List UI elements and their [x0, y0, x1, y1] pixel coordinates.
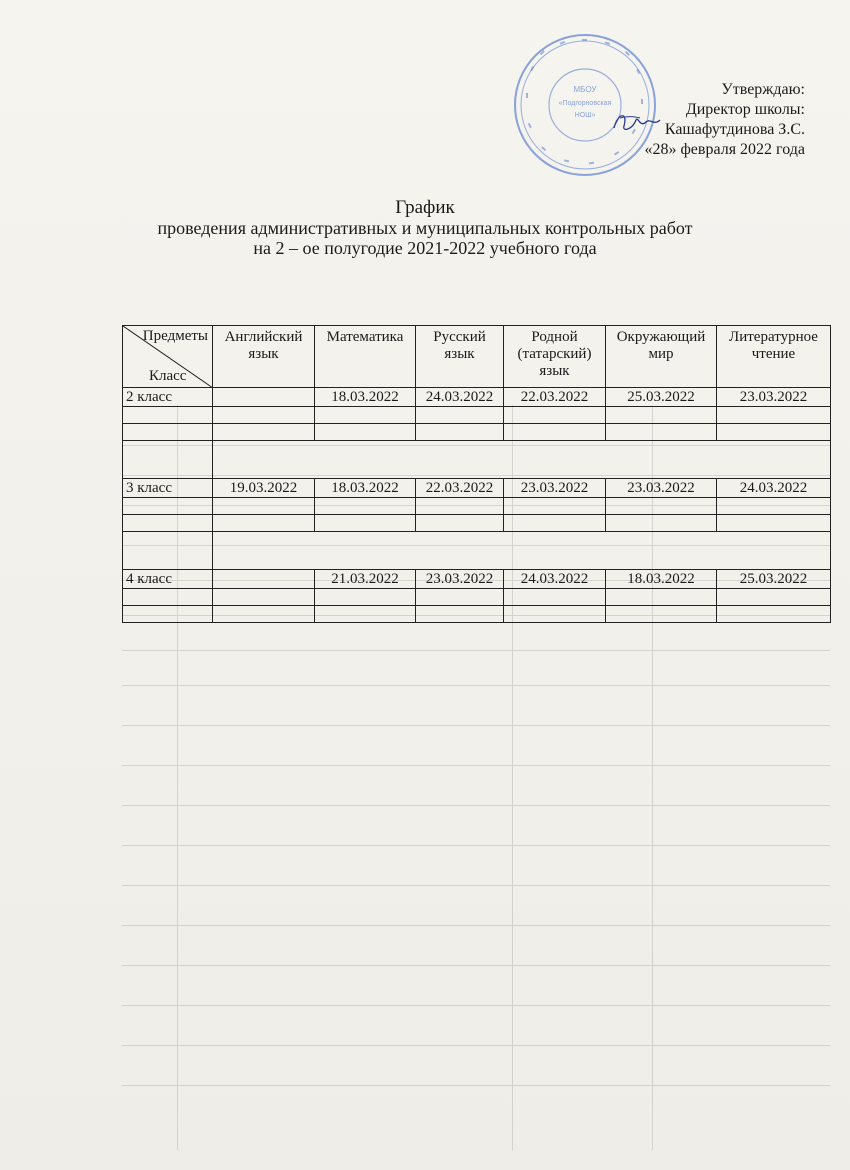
date-cell: 21.03.2022 [315, 570, 416, 589]
date-cell: 24.03.2022 [504, 570, 606, 589]
date-cell: 23.03.2022 [606, 479, 717, 498]
date-cell: 18.03.2022 [315, 479, 416, 498]
approval-line-2: Директор школы: [685, 101, 805, 118]
date-cell: 25.03.2022 [606, 388, 717, 407]
blank-row [123, 515, 831, 532]
class-cell: 3 класс [123, 479, 213, 498]
corner-cell [123, 326, 213, 388]
table-row [123, 479, 831, 498]
date-cell: 19.03.2022 [213, 479, 315, 498]
title-sub-2: на 2 – ое полугодие 2021-2022 учебного года [253, 238, 597, 258]
date-cell [213, 570, 315, 589]
blank-row [123, 532, 831, 570]
header-reading: Литературное чтение [717, 326, 831, 388]
approval-line-1: Утверждаю: [721, 81, 805, 98]
approval-date: «28» февраля 2022 года [644, 141, 805, 158]
blank-row [123, 424, 831, 441]
corner-class-label: Класс [149, 368, 187, 384]
blank-row [123, 589, 831, 606]
blank-row [123, 441, 831, 479]
header-math: Математика [315, 326, 416, 388]
class-cell: 4 класс [123, 570, 213, 589]
date-cell: 22.03.2022 [416, 479, 504, 498]
document-title [0, 198, 850, 258]
header-english: Английский язык [213, 326, 315, 388]
approval-block [644, 80, 805, 160]
date-cell [213, 388, 315, 407]
blank-row [123, 606, 831, 623]
table-row [123, 570, 831, 589]
table-row [123, 388, 831, 407]
date-cell: 18.03.2022 [315, 388, 416, 407]
header-russian: Русский язык [416, 326, 504, 388]
header-world: Окружающий мир [606, 326, 717, 388]
table-header-row [123, 326, 831, 388]
date-cell: 22.03.2022 [504, 388, 606, 407]
stamp-label: МБОУ [573, 85, 597, 94]
date-cell: 24.03.2022 [416, 388, 504, 407]
date-cell: 24.03.2022 [717, 479, 831, 498]
blank-row [123, 498, 831, 515]
date-cell: 23.03.2022 [504, 479, 606, 498]
school-stamp [510, 30, 660, 180]
class-cell: 2 класс [123, 388, 213, 407]
blank-row [123, 407, 831, 424]
svg-text:«Подгорновская: «Подгорновская [558, 100, 612, 107]
corner-subjects-label: Предметы [142, 328, 208, 344]
header-native: Родной (татарский) язык [504, 326, 606, 388]
svg-text:НОШ»: НОШ» [574, 112, 596, 119]
title-sub-1: проведения административных и муниципальных контрольных работ [157, 218, 693, 238]
date-cell: 25.03.2022 [717, 570, 831, 589]
date-cell: 23.03.2022 [717, 388, 831, 407]
date-cell: 18.03.2022 [606, 570, 717, 589]
schedule-table [122, 325, 831, 623]
title-main: График [395, 197, 455, 218]
approval-director-name: Кашафутдинова З.С. [664, 121, 805, 138]
date-cell: 23.03.2022 [416, 570, 504, 589]
